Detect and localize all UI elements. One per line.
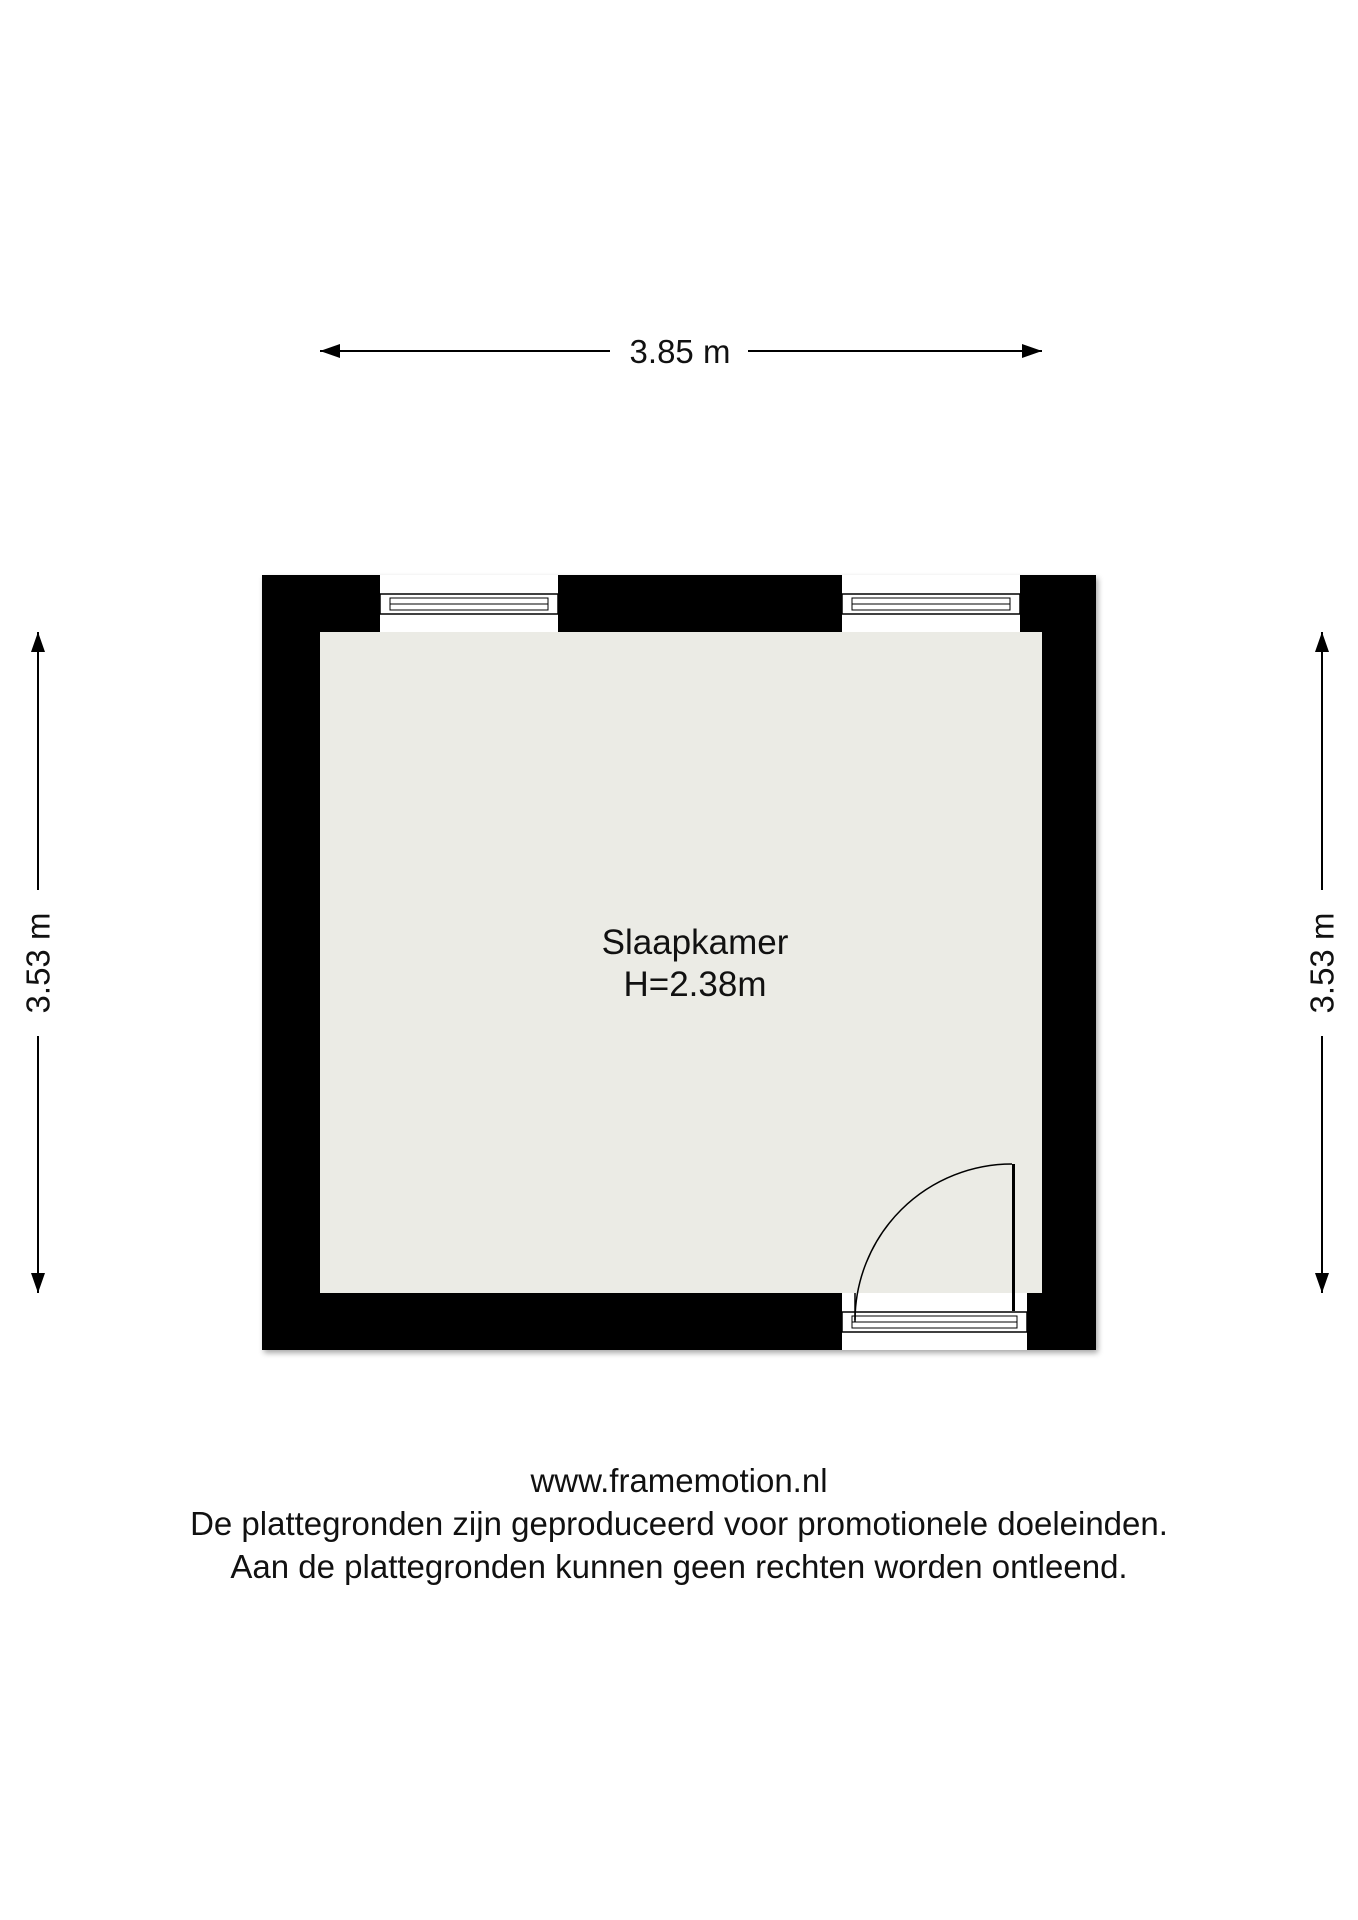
- height-label-left: 3.53 m: [19, 912, 57, 1014]
- height-label-right: 3.53 m: [1303, 912, 1341, 1014]
- room-floor: [320, 632, 1042, 1293]
- dimension-height-right: [1304, 632, 1341, 1293]
- window-bottom: [842, 1293, 1027, 1350]
- dimension-width: [320, 333, 1042, 370]
- footer-disclaimer-2: Aan de plattegronden kunnen geen rechten worden ontleend.: [230, 1548, 1128, 1585]
- footer-url: www.framemotion.nl: [530, 1462, 828, 1499]
- window-top-right: [842, 575, 1020, 632]
- width-label: 3.85 m: [629, 333, 731, 370]
- room-name: Slaapkamer: [601, 923, 789, 962]
- dimension-height-left: [20, 632, 57, 1293]
- footer-disclaimer-1: De plattegronden zijn geproduceerd voor promotionele doeleinden.: [190, 1505, 1168, 1542]
- window-top-left: [380, 575, 558, 632]
- room-height: H=2.38m: [623, 965, 767, 1004]
